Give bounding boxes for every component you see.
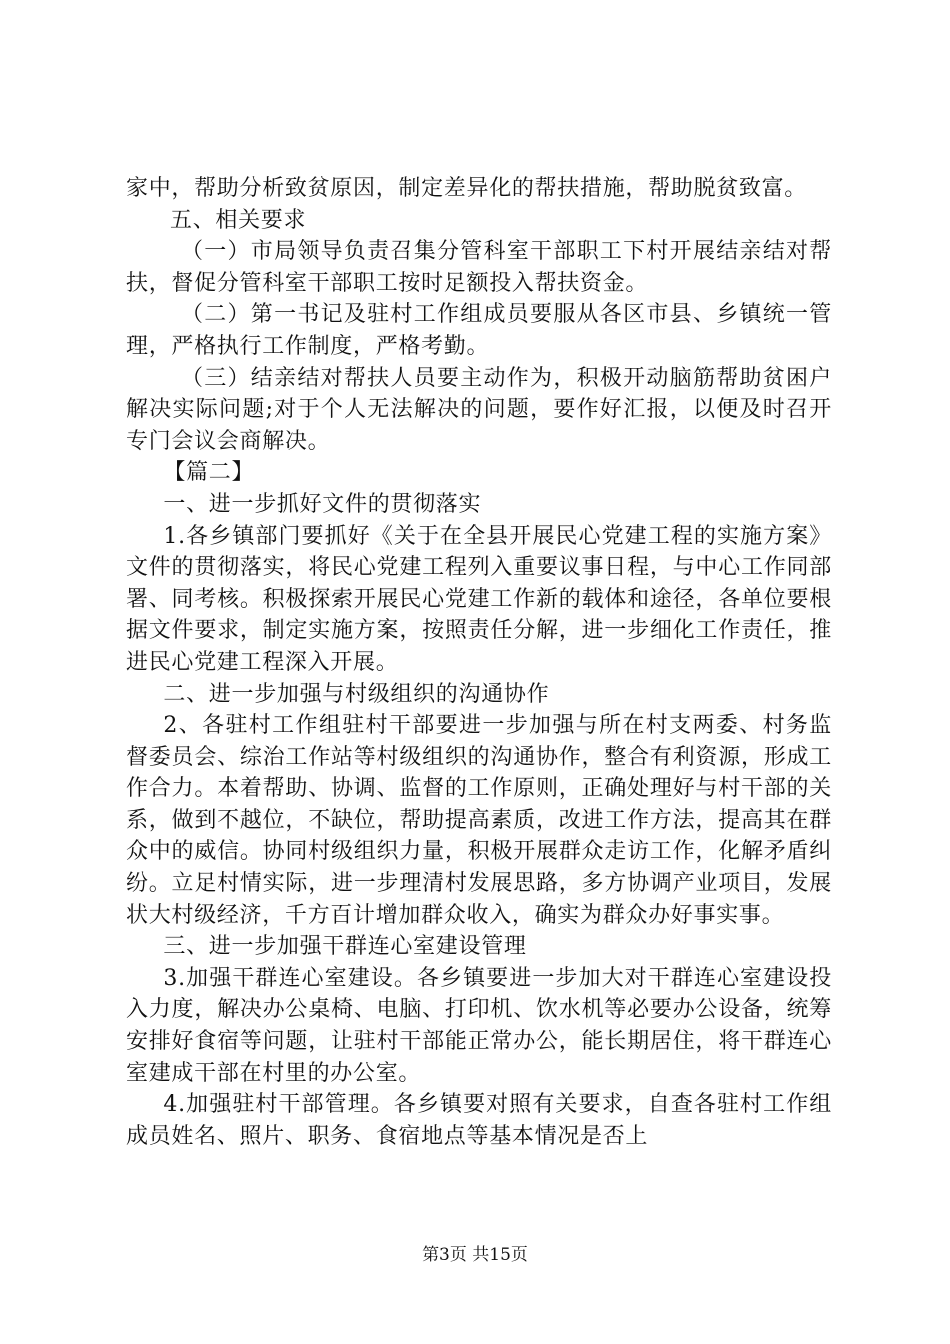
page-number-footer: 第3页 共15页 bbox=[422, 1245, 528, 1265]
paragraph-point-3: 3.加强干群连心室建设。各乡镇要进一步加大对干群连心室建设投入力度，解决办公桌椅、电脑、打印机、饮水机等必要办公设备，统筹安排好食宿等问题，让驻村干部能正常办公，能长期居住，将干群连心室建成干部在村里的办公室。 bbox=[126, 965, 832, 1086]
section-heading-1: 一、进一步抓好文件的贯彻落实 bbox=[163, 491, 482, 517]
section-heading-requirements: 五、相关要求 bbox=[170, 207, 307, 233]
section-heading-2: 二、进一步加强与村级组织的沟通协作 bbox=[163, 681, 550, 707]
section-heading-part-two: 【篇二】 bbox=[163, 460, 255, 486]
paragraph-continuation: 家中，帮助分析致贫原因，制定差异化的帮扶措施，帮助脱贫致富。 bbox=[126, 176, 808, 201]
document-body bbox=[126, 173, 832, 1152]
paragraph-point-2: 2、各驻村工作组驻村干部要进一步加强与所在村支两委、村务监督委员会、综治工作站等村级组织的沟通协作，整合有利资源，形成工作合力。本着帮助、协调、监督的工作原则，正确处理好与村干部的关系，做到不越位，不缺位，帮助提高素质，改进工作方法，提高其在群众中的威信。协同村级组织力量，积极开展群众走访工作，化解矛盾纠纷。立足村情实际，进一步理清村发展思路，多方协调产业项目，发展状大村级经济，千方百计增加群众收入，确实为群众办好事实事。 bbox=[126, 713, 832, 928]
section-heading-3: 三、进一步加强干群连心室建设管理 bbox=[163, 934, 527, 960]
paragraph-item-3: （三）结亲结对帮扶人员要主动作为，积极开动脑筋帮助贫困户解决实际问题;对于个人无法解决的问题，要作好汇报，以便及时召开专门会议会商解决。 bbox=[126, 365, 832, 454]
paragraph-point-1: 1.各乡镇部门要抓好《关于在全县开展民心党建工程的实施方案》文件的贯彻落实，将民心党建工程列入重要议事日程，与中心工作同部署、同考核。积极探索开展民心党建工作新的载体和途径，各单位要根据文件要求，制定实施方案，按照责任分解，进一步细化工作责任，推进民心党建工程深入开展。 bbox=[126, 523, 832, 675]
paragraph-item-1: （一）市局领导负责召集分管科室干部职工下村开展结亲结对帮扶，督促分管科室干部职工按时足额投入帮扶资金。 bbox=[126, 239, 832, 296]
paragraph-point-4: 4.加强驻村干部管理。各乡镇要对照有关要求，自查各驻村工作组成员姓名、照片、职务、食宿地点等基本情况是否上 bbox=[126, 1092, 832, 1149]
paragraph-item-2: （二）第一书记及驻村工作组成员要服从各区市县、乡镇统一管理，严格执行工作制度，严格考勤。 bbox=[126, 302, 832, 359]
